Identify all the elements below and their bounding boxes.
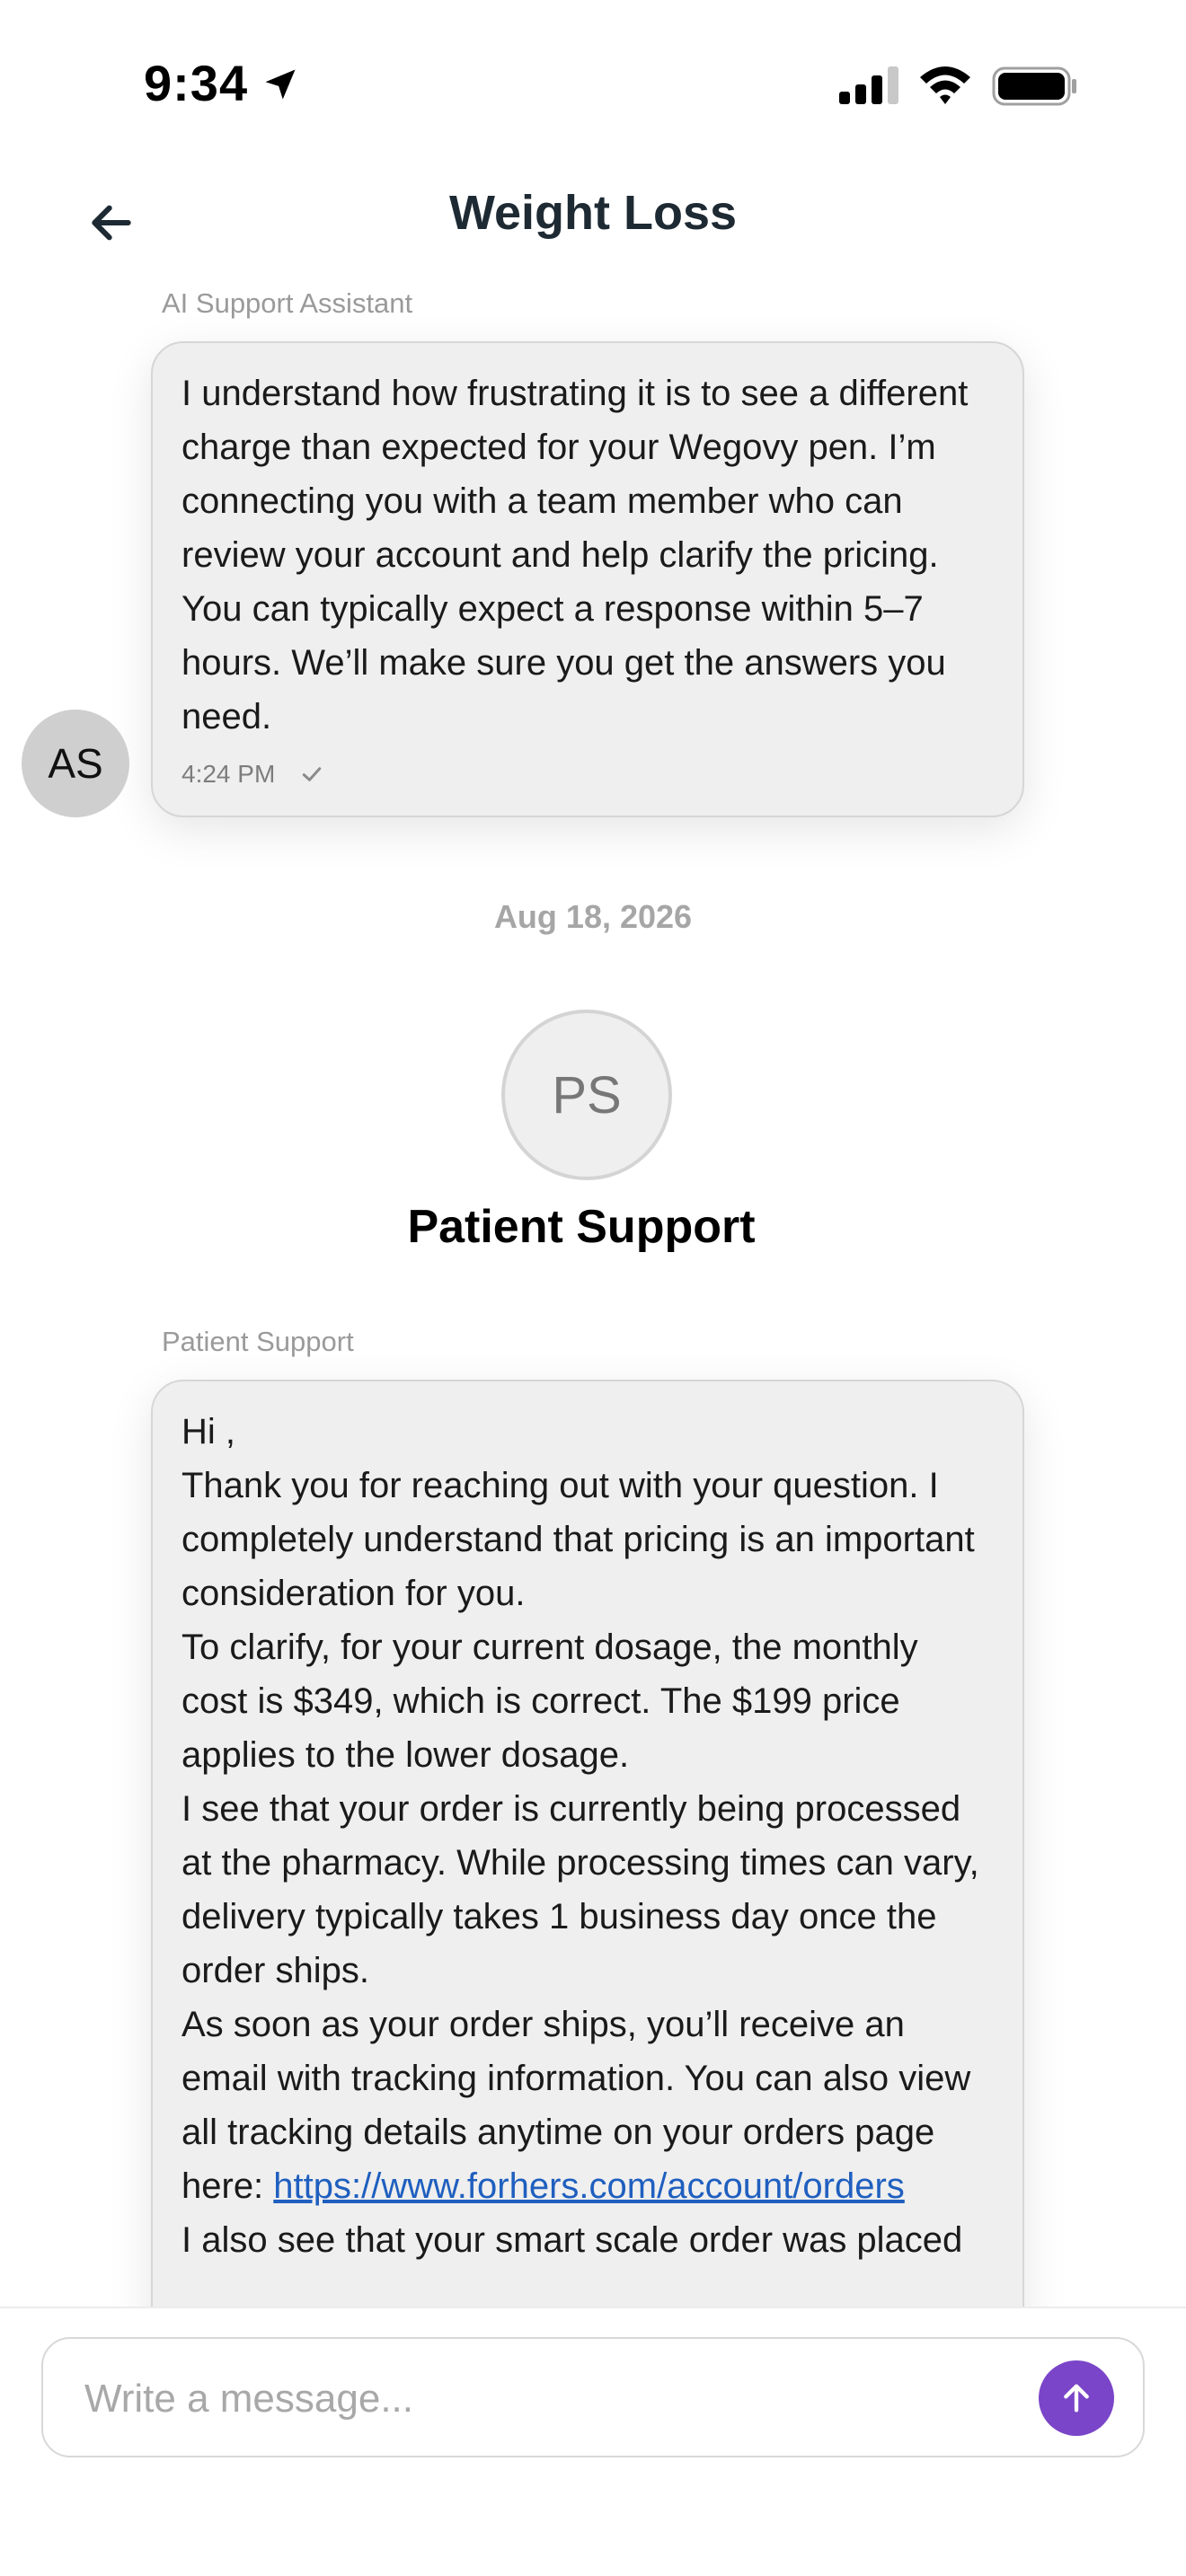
message-composer	[41, 2337, 1145, 2457]
location-arrow-icon	[261, 65, 300, 104]
chat-thread[interactable]	[0, 269, 1186, 2307]
send-button[interactable]	[1039, 2360, 1114, 2436]
arrow-up-icon	[1058, 2380, 1094, 2416]
message-time: 4:24 PM	[181, 760, 276, 788]
message-paragraph: To clarify, for your current dosage, the monthly cost is $349, which is correct. The $199 price applies to the lower dosage.	[181, 1628, 918, 1775]
page-title: Weight Loss	[448, 186, 738, 240]
message-sender-label: AI Support Assistant	[162, 287, 413, 319]
message-input[interactable]	[84, 2369, 983, 2429]
message-greeting: Hi ,	[181, 1412, 235, 1451]
message-sender-label: Patient Support	[162, 1326, 354, 1357]
status-time: 9:34	[144, 55, 249, 111]
message-paragraph: I see that your order is currently being processed at the pharmacy. While processing times can vary, delivery typically takes 1 business day once the order ships.	[181, 1789, 979, 1990]
tracking-text: As soon as your order ships, you’ll receive an email with tracking information. You can also view all tracking details anytime on your orders page here:	[181, 2005, 971, 2206]
message-meta	[181, 756, 994, 792]
message-paragraph: Thank you for reaching out with your question. I completely understand that pricing is an important consideration for you.	[181, 1466, 975, 1613]
message-paragraph	[181, 1998, 994, 2213]
assistant-avatar: AS	[22, 710, 129, 817]
composer-area	[0, 2307, 1186, 2576]
chat-header	[0, 162, 1186, 269]
orders-link[interactable]: https://www.forhers.com/account/orders	[273, 2166, 905, 2206]
cellular-signal-icon	[839, 66, 902, 106]
agent-avatar: PS	[501, 1010, 672, 1180]
read-check-icon	[298, 761, 325, 788]
status-bar	[0, 0, 1186, 162]
date-separator: Aug 18, 2026	[493, 898, 693, 935]
wifi-icon	[918, 63, 972, 108]
assistant-message-bubble	[151, 341, 1024, 817]
support-message-bubble	[151, 1380, 1024, 2307]
message-paragraph: I also see that your smart scale order was placed	[181, 2220, 963, 2260]
agent-name: Patient Support	[407, 1201, 756, 1253]
battery-icon	[992, 65, 1078, 108]
message-text: I understand how frustrating it is to see a different charge than expected for your Wegovy pen. I’m connecting you with a team member who can review your account and help clarify the pricing. You can typically expect a response within 5–7 hours. We’ll make sure you get the answers you need.	[181, 374, 969, 737]
